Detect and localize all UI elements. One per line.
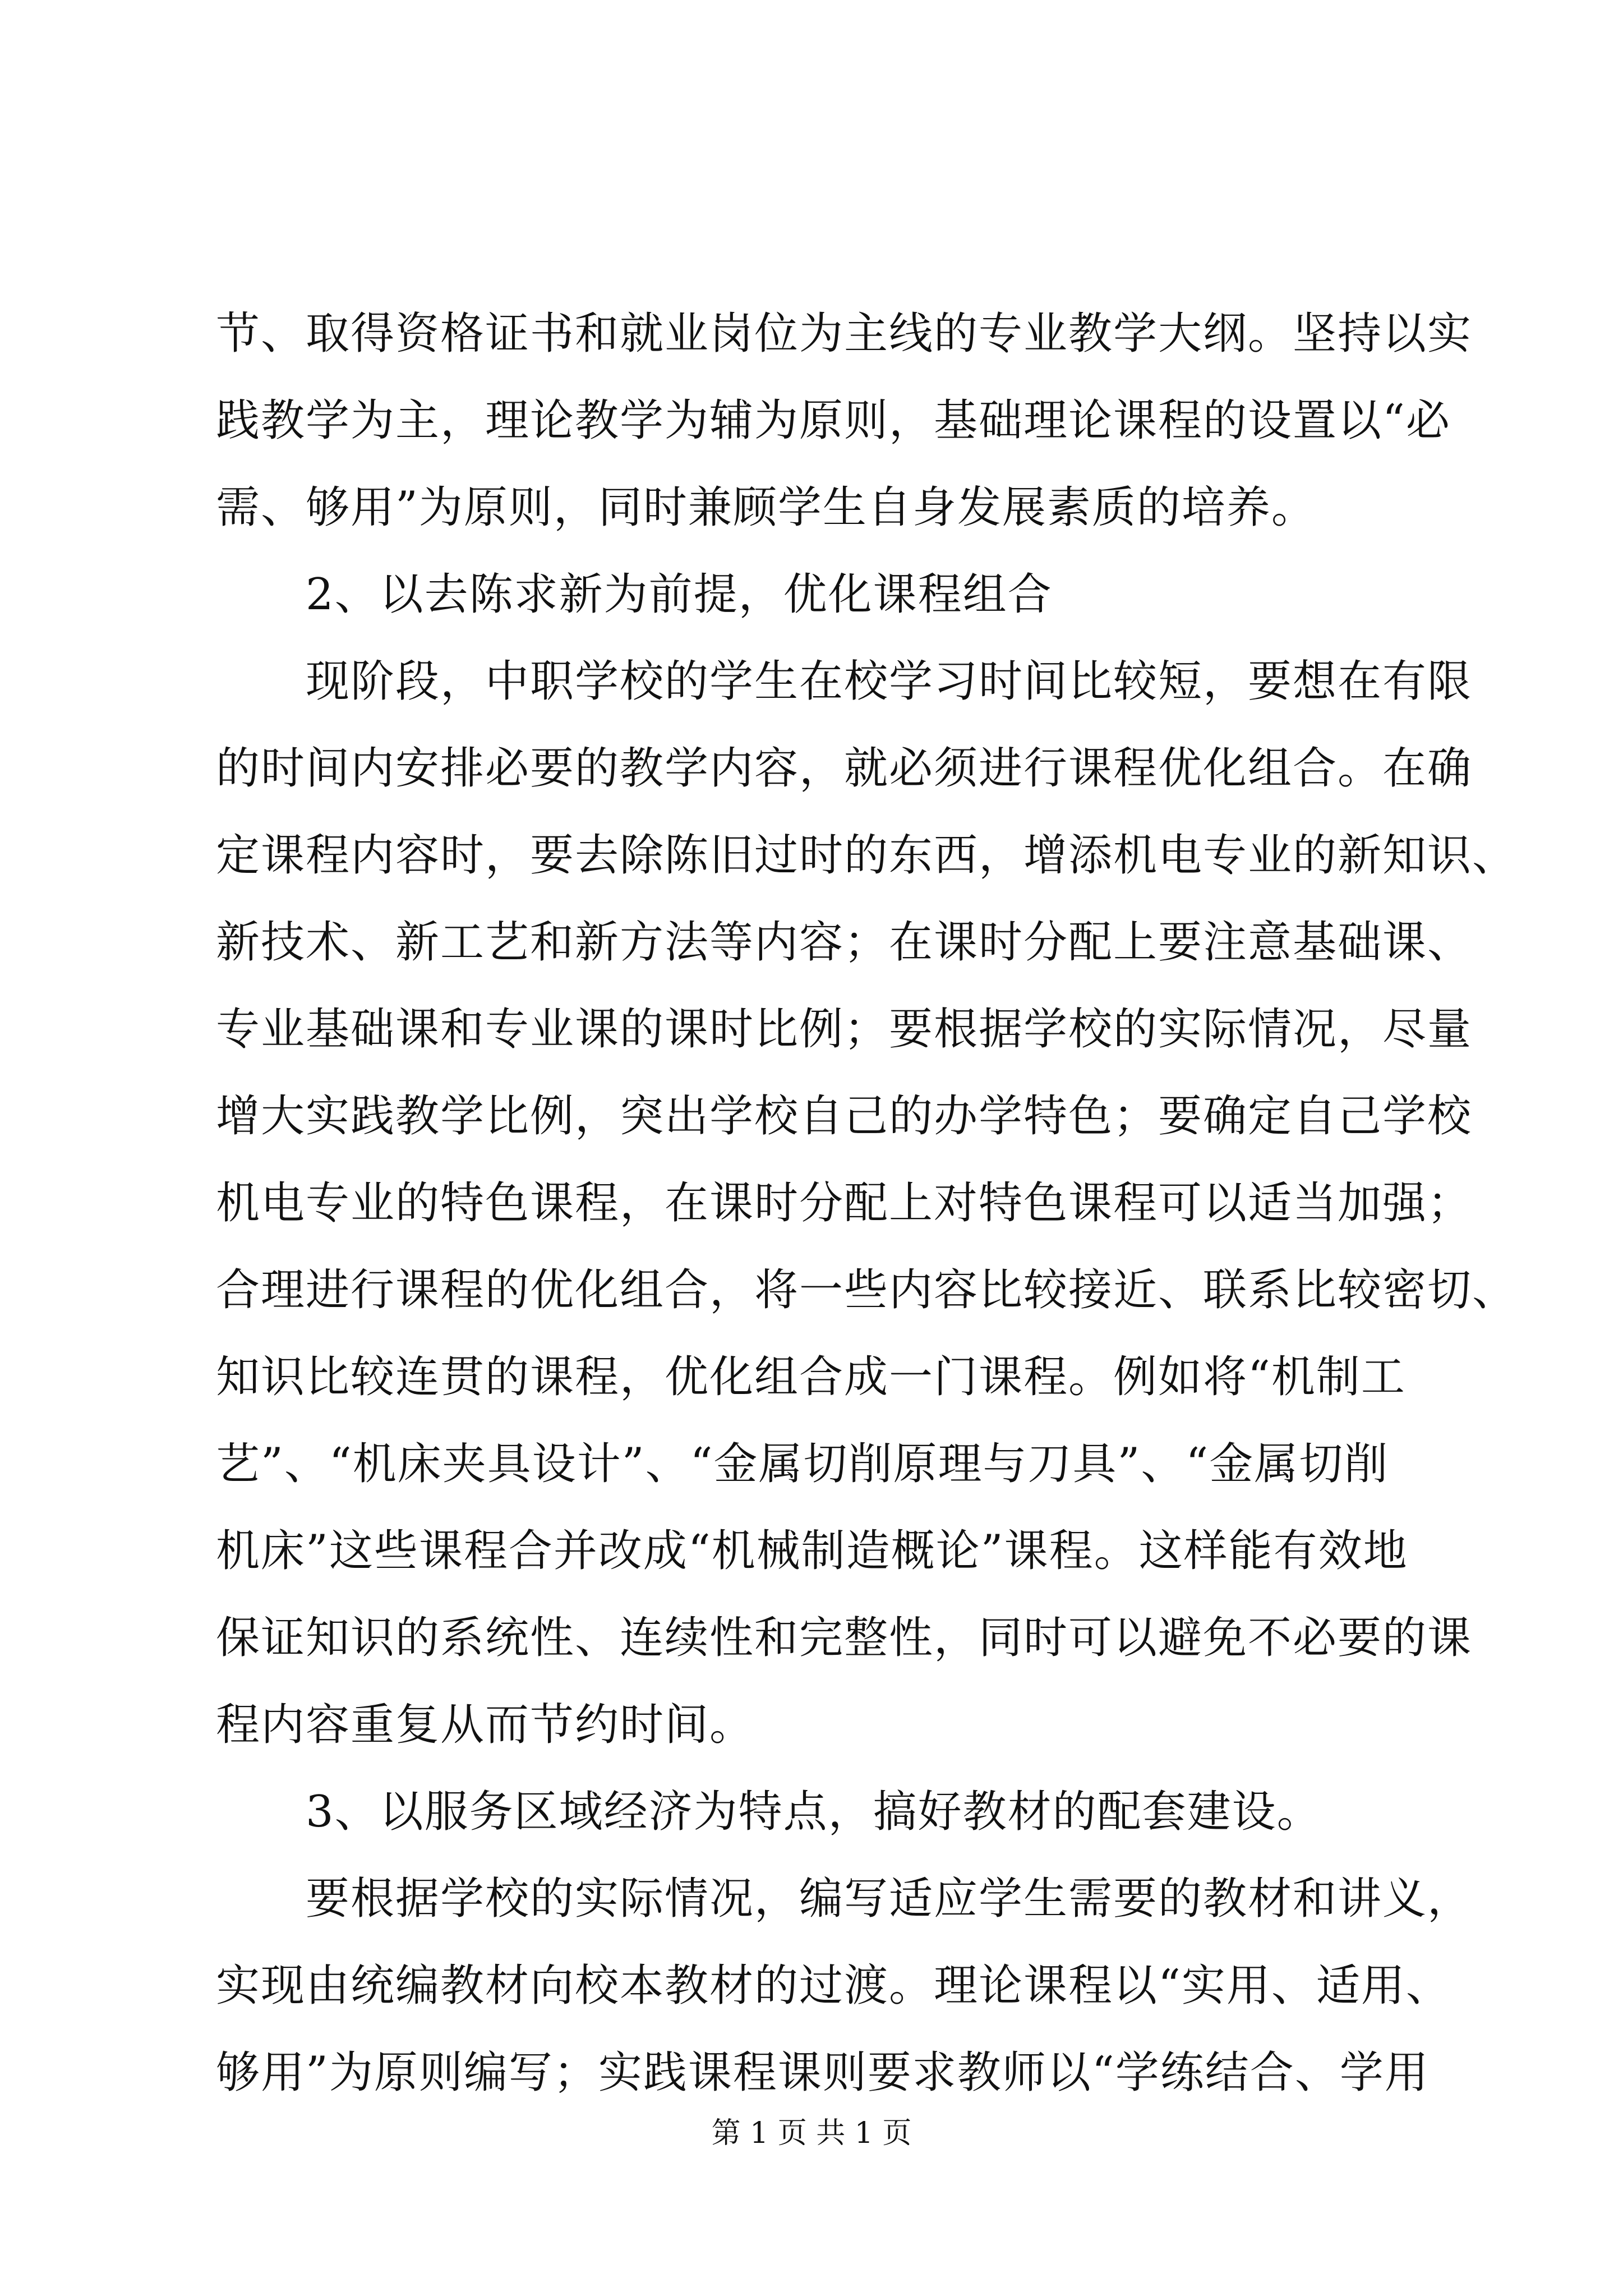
body-text-line: 需、够用”为原则，同时兼顾学生自身发展素质的培养。 [216,482,1316,533]
body-text-line: 保证知识的系统性、连续性和完整性，同时可以避免不必要的课 [216,1613,1473,1663]
body-text-line: 新技术、新工艺和新方法等内容；在课时分配上要注意基础课、 [216,917,1473,968]
body-text-line: 合理进行课程的优化组合，将一些内容比较接近、联系比较密切、 [216,1265,1518,1315]
body-text-line: 机电专业的特色课程，在课时分配上对特色课程可以适当加强； [216,1178,1473,1228]
body-text-line: 定课程内容时，要去除陈旧过时的东西，增添机电专业的新知识、 [216,830,1518,881]
body-text-line: 专业基础课和专业课的课时比例；要根据学校的实际情况，尽量 [216,1004,1473,1055]
body-text-line: 践教学为主，理论教学为辅为原则，基础理论课程的设置以“必 [216,395,1451,446]
section-heading: 2、以去陈求新为前提，优化课程组合 [216,569,1053,620]
body-text-line: 的时间内安排必要的教学内容，就必须进行课程优化组合。在确 [216,743,1473,794]
body-text-line: 增大实践教学比例，突出学校自己的办学特色；要确定自己学校 [216,1091,1473,1142]
body-text-line: 要根据学校的实际情况，编写适应学生需要的教材和讲义， [216,1874,1473,1924]
page-footer: 第 1 页 共 1 页 [711,2116,912,2150]
body-text-line: 够用”为原则编写；实践课程课则要求教师以“学练结合、学用 [216,2047,1430,2098]
body-text-line: 程内容重复从而节约时间。 [216,1700,755,1750]
body-text-line: 节、取得资格证书和就业岗位为主线的专业教学大纲。坚持以实 [216,309,1473,359]
body-text-line: 艺”、“机床夹具设计”、“金属切削原理与刀具”、“金属切削 [216,1439,1389,1489]
section-heading: 3、以服务区域经济为特点，搞好教材的配套建设。 [216,1787,1322,1837]
body-text-line: 现阶段，中职学校的学生在校学习时间比较短，要想在有限 [216,656,1473,707]
body-text-line: 知识比较连贯的课程，优化组合成一门课程。例如将“机制工 [216,1352,1406,1402]
body-text-line: 机床”这些课程合并改成“机械制造概论”课程。这样能有效地 [216,1526,1408,1576]
body-text-line: 实现由统编教材向校本教材的过渡。理论课程以“实用、适用、 [216,1961,1451,2011]
